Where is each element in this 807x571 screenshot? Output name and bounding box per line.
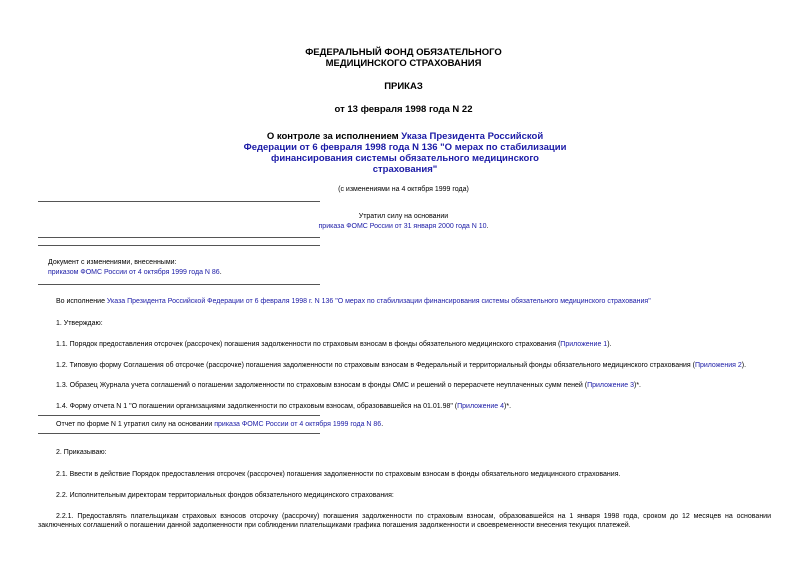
doc-title bbox=[240, 131, 570, 175]
form-note-text: Отчет по форме N 1 утратил силу на основании bbox=[56, 421, 215, 428]
intro-prefix: Во исполнение bbox=[56, 298, 107, 305]
divider bbox=[38, 201, 320, 202]
divider bbox=[38, 237, 320, 238]
paragraph-1-4 bbox=[56, 402, 511, 411]
p1-4-text: 1.4. Форму отчета N 1 "О погашении организациями задолженности по страховым взносам, образовавшейся на 01.01.98" ( bbox=[56, 403, 458, 410]
intro-paragraph bbox=[56, 297, 651, 306]
amendment-note: (с изменениями на 4 октября 1999 года) bbox=[338, 186, 469, 193]
p1-2-text: 1.2. Типовую форму Соглашения об отсрочке (рассрочке) погашения задолженности по страховым взносам в Федеральный и территориальный фонды обязательного медицинского страхования ( bbox=[56, 362, 695, 369]
p1-3-end: )*. bbox=[633, 382, 641, 389]
invalid-notice-suffix: . bbox=[486, 223, 489, 230]
paragraph-2-2-1: 2.2.1. Предоставлять плательщикам страховых взносов отсрочку (рассрочку) погашения задолженности по страховым взносам, образовавшейся на 1 января 1998 года, сроком до 12 месяцев на основании заключенных соглашений о погашении данной задолженности при соблюдении плательщиками графика погашения задолженности и своевременности внесения текущих платежей. bbox=[38, 513, 771, 529]
paragraph-1-2 bbox=[56, 361, 746, 370]
p1-4-end: )*. bbox=[504, 403, 512, 410]
paragraph-1-3 bbox=[56, 381, 641, 390]
divider bbox=[38, 433, 320, 434]
form-note-end: . bbox=[381, 421, 384, 428]
invalid-notice-line2 bbox=[0, 222, 807, 231]
divider bbox=[38, 245, 320, 246]
paragraph-2-2: 2.2. Исполнительным директорам территориальных фондов обязательного медицинского страхования: bbox=[56, 492, 394, 499]
org-name-line1: ФЕДЕРАЛЬНЫЙ ФОНД ОБЯЗАТЕЛЬНОГО bbox=[305, 47, 502, 58]
appendix-2-link[interactable]: Приложения 2 bbox=[694, 362, 742, 369]
p1-2-end: ). bbox=[741, 362, 747, 369]
invalid-notice-line1: Утратил силу на основании bbox=[358, 213, 449, 220]
doc-changes-link[interactable]: приказом ФОМС России от 4 октября 1999 года N 86 bbox=[48, 269, 220, 276]
doc-changes-line1: Документ с изменениями, внесенными: bbox=[48, 259, 177, 266]
invalid-notice-link[interactable]: приказа ФОМС России от 31 января 2000 года N 10 bbox=[318, 223, 487, 230]
doc-title-link[interactable]: Указа Президента Российской Федерации от 6 февраля 1998 года N 136 "О мерах по стабилизации финансирования системы обязательного медицинского страхования" bbox=[243, 131, 567, 175]
paragraph-1: 1. Утверждаю: bbox=[56, 320, 103, 327]
paragraph-2: 2. Приказываю: bbox=[56, 449, 107, 456]
p1-3-text: 1.3. Образец Журнала учета соглашений о погашении задолженности по страховым взносам в фонды ОМС и решений о перерасчете неуплаченных сумм пеней ( bbox=[56, 382, 588, 389]
divider bbox=[38, 284, 320, 285]
org-name-line2: МЕДИЦИНСКОГО СТРАХОВАНИЯ bbox=[325, 58, 482, 69]
doc-changes-line2 bbox=[48, 268, 222, 277]
doc-changes-suffix: . bbox=[219, 269, 222, 276]
intro-decree-link[interactable]: Указа Президента Российской Федерации от 6 февраля 1998 г. N 136 "О мерах по стабилизации финансирования системы обязательного медицинского страхования" bbox=[106, 298, 651, 305]
form-note-link[interactable]: приказа ФОМС России от 4 октября 1999 года N 86 bbox=[214, 421, 382, 428]
doc-date: от 13 февраля 1998 года N 22 bbox=[334, 104, 473, 115]
paragraph-2-1: 2.1. Ввести в действие Порядок предоставления отсрочек (рассрочек) погашения задолженности по страховым взносам в фонды обязательного медицинского страхования. bbox=[56, 471, 621, 478]
appendix-3-link[interactable]: Приложение 3 bbox=[587, 382, 634, 389]
doc-type: ПРИКАЗ bbox=[384, 81, 423, 92]
doc-title-prefix: О контроле за исполнением bbox=[266, 131, 402, 142]
p1-1-end: ). bbox=[607, 341, 612, 348]
p1-1-text: 1.1. Порядок предоставления отсрочек (рассрочек) погашения задолженности по страховым взносам в фонды обязательного медицинского страхования ( bbox=[56, 341, 561, 348]
appendix-4-link[interactable]: Приложение 4 bbox=[457, 403, 505, 410]
form-note bbox=[56, 420, 383, 429]
paragraph-1-1 bbox=[56, 340, 611, 349]
appendix-1-link[interactable]: Приложение 1 bbox=[560, 341, 608, 348]
divider bbox=[38, 415, 320, 416]
